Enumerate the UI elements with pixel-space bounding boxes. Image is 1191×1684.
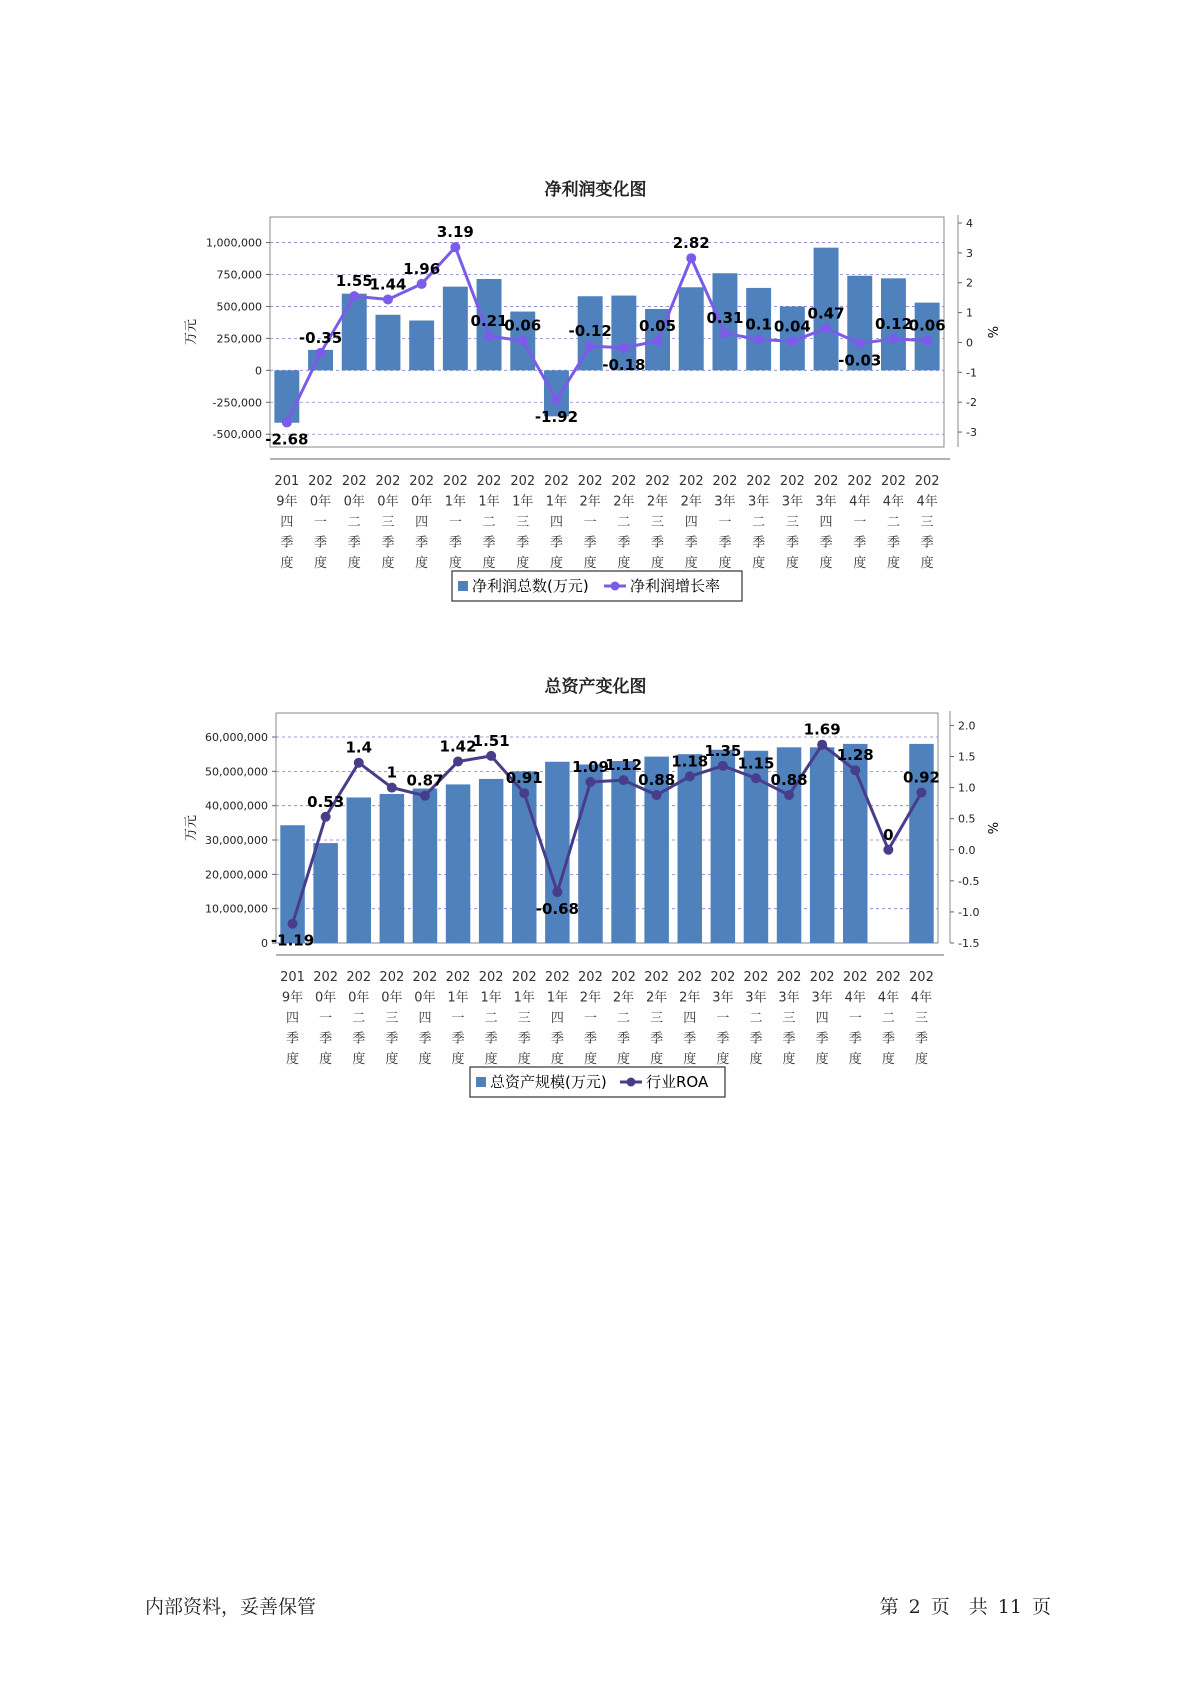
line-point xyxy=(585,341,595,351)
data-label: -2.68 xyxy=(265,430,309,449)
x-tick-label: 202 4年三季度 xyxy=(909,970,934,1067)
x-tick-label: 202 1年一季度 xyxy=(445,970,471,1067)
x-tick-label: 201 9年四季度 xyxy=(280,970,305,1067)
total-assets-chart xyxy=(0,695,1191,1125)
x-tick-label: 202 2年三季度 xyxy=(644,970,670,1067)
data-label: 0.12 xyxy=(874,314,912,333)
x-tick-label: 202 2年二季度 xyxy=(611,970,636,1067)
bar xyxy=(711,750,735,943)
line-point xyxy=(387,783,397,793)
y-tick-label: 50,000,000 xyxy=(205,765,268,779)
line-point xyxy=(754,334,764,344)
footer-page-number: 第 2 页 共 11 页 xyxy=(879,1596,1051,1618)
legend xyxy=(452,571,742,601)
y2-tick-label: 1.5 xyxy=(958,750,976,764)
bar xyxy=(679,287,704,370)
bar xyxy=(611,761,635,943)
y2-tick-label: 4 xyxy=(966,216,973,230)
x-tick-label: 202 2年三季度 xyxy=(645,474,670,571)
data-label: 1.15 xyxy=(737,754,775,773)
line-point xyxy=(751,773,761,783)
data-label: 1.55 xyxy=(335,272,373,291)
data-label: -1.19 xyxy=(270,931,315,950)
data-label: 1.44 xyxy=(369,275,407,294)
y2-tick-label: 0.0 xyxy=(958,843,976,857)
x-tick-label: 202 2年四季度 xyxy=(677,970,703,1067)
y-axis-title: 万元 xyxy=(184,318,199,346)
data-label: 0.53 xyxy=(307,792,345,811)
bar xyxy=(274,370,299,422)
line-point xyxy=(486,751,496,761)
y-tick-label: 40,000,000 xyxy=(205,799,268,813)
x-tick-label: 202 3年一季度 xyxy=(712,474,738,571)
data-label: 0.06 xyxy=(908,316,946,335)
x-tick-label: 202 3年三季度 xyxy=(779,474,805,571)
data-label: 1.42 xyxy=(439,737,477,756)
line-point xyxy=(349,291,359,301)
legend-label-line: 行业ROA xyxy=(646,1073,709,1091)
chart-1-title: 净利润变化图 xyxy=(544,180,647,200)
y-tick-label: 500,000 xyxy=(216,300,262,314)
y-tick-label: 20,000,000 xyxy=(205,868,268,882)
data-label: 0.21 xyxy=(470,312,508,331)
legend-swatch-marker xyxy=(627,1078,636,1087)
x-tick-label: 202 3年一季度 xyxy=(710,970,736,1067)
bar xyxy=(409,321,434,371)
bar xyxy=(413,789,437,943)
data-label: 0.92 xyxy=(902,768,940,787)
y-tick-label: 30,000,000 xyxy=(205,834,268,848)
legend-swatch-bars xyxy=(458,581,468,591)
data-label: 0.04 xyxy=(773,317,811,336)
y2-tick-label: -1.0 xyxy=(958,905,980,919)
legend xyxy=(470,1067,725,1097)
data-label: 1.12 xyxy=(605,756,643,775)
line-point xyxy=(519,788,529,798)
data-label: 0.88 xyxy=(770,771,808,790)
y-axis-title: 万元 xyxy=(184,814,199,842)
x-tick-label: 202 4年三季度 xyxy=(914,474,940,571)
x-tick-label: 202 4年一季度 xyxy=(842,970,868,1067)
x-tick-label: 202 1年一季度 xyxy=(442,474,468,571)
bar xyxy=(375,315,400,371)
net-profit-chart xyxy=(0,195,1191,625)
data-label: 0.47 xyxy=(807,304,845,323)
x-tick-label: 202 3年四季度 xyxy=(809,970,835,1067)
x-tick-label: 202 0年二季度 xyxy=(341,474,367,571)
data-label: 1.69 xyxy=(803,720,841,739)
y-tick-label: 0 xyxy=(261,937,268,950)
y2-tick-label: 1.0 xyxy=(958,781,976,795)
footer-confidential: 内部资料，妥善保管 xyxy=(145,1596,317,1618)
y2-tick-label: 2.0 xyxy=(958,719,976,733)
bar xyxy=(380,794,404,943)
data-label: 1.28 xyxy=(836,746,874,765)
x-tick-label: 202 4年二季度 xyxy=(881,474,906,571)
bar xyxy=(342,294,367,371)
data-label: 1.4 xyxy=(345,738,373,757)
data-label: -0.12 xyxy=(568,322,612,341)
data-label: 0.05 xyxy=(639,316,677,335)
line-point xyxy=(787,336,797,346)
legend-label-line: 净利润增长率 xyxy=(630,577,721,595)
line-point xyxy=(450,242,460,252)
data-label: 0.87 xyxy=(406,771,444,790)
x-tick-label: 202 0年一季度 xyxy=(308,474,333,571)
x-tick-label: 202 1年四季度 xyxy=(544,970,570,1067)
line-point xyxy=(354,758,364,768)
line-point xyxy=(288,919,298,929)
legend-swatch-marker xyxy=(611,582,620,591)
line-point xyxy=(417,279,427,289)
y-tick-label: -250,000 xyxy=(212,396,262,410)
y2-tick-label: 1 xyxy=(966,306,973,320)
y2-tick-label: 3 xyxy=(966,246,973,260)
x-tick-label: 202 1年三季度 xyxy=(510,474,536,571)
line-point xyxy=(383,294,393,304)
line-point xyxy=(653,336,663,346)
line-point xyxy=(585,777,595,787)
line-point xyxy=(817,740,827,750)
x-tick-label: 202 3年二季度 xyxy=(743,970,769,1067)
line-point xyxy=(821,323,831,333)
line-point xyxy=(784,790,794,800)
line-point xyxy=(888,334,898,344)
line-point xyxy=(551,395,561,405)
x-tick-label: 202 1年二季度 xyxy=(478,970,504,1067)
bar xyxy=(313,843,337,943)
data-label: 0.31 xyxy=(706,309,744,328)
bar xyxy=(443,287,468,371)
y-tick-label: 60,000,000 xyxy=(205,731,268,745)
data-label: 3.19 xyxy=(436,223,474,242)
data-label: 1.96 xyxy=(403,259,441,278)
line-point xyxy=(652,790,662,800)
line-point xyxy=(484,331,494,341)
legend-label-bars: 净利润总数(万元) xyxy=(472,577,589,595)
line-point xyxy=(922,336,932,346)
y-tick-label: 10,000,000 xyxy=(205,902,268,916)
data-label: 0.1 xyxy=(745,315,772,334)
x-tick-label: 202 4年一季度 xyxy=(847,474,873,571)
y2-tick-label: -1 xyxy=(966,366,977,380)
bar xyxy=(578,764,602,943)
x-tick-label: 202 4年二季度 xyxy=(875,970,901,1067)
y-tick-label: 250,000 xyxy=(216,332,262,346)
x-tick-label: 202 0年四季度 xyxy=(409,474,435,571)
data-label: -0.35 xyxy=(298,328,343,347)
line-point xyxy=(686,253,696,263)
y2-tick-label: -3 xyxy=(966,426,977,440)
data-label: 1 xyxy=(386,763,398,782)
line-point xyxy=(282,418,292,428)
x-tick-label: 202 2年二季度 xyxy=(611,474,637,571)
x-tick-label: 202 0年一季度 xyxy=(313,970,339,1067)
x-tick-label: 202 3年三季度 xyxy=(776,970,802,1067)
x-tick-label: 202 1年二季度 xyxy=(476,474,502,571)
x-tick-label: 201 9年四季度 xyxy=(274,474,300,571)
data-label: 1.18 xyxy=(671,752,709,771)
y-tick-label: 1,000,000 xyxy=(206,236,262,250)
data-label: -1.92 xyxy=(534,407,579,426)
line-point xyxy=(518,336,528,346)
line-point xyxy=(720,328,730,338)
data-label: 0.91 xyxy=(505,769,543,788)
data-label: 1.51 xyxy=(472,731,510,750)
line-point xyxy=(718,761,728,771)
line-point xyxy=(321,812,331,822)
line-point xyxy=(619,775,629,785)
data-label: 0.88 xyxy=(638,771,676,790)
y2-axis-title: % xyxy=(987,821,1002,835)
data-label: 0 xyxy=(883,825,894,844)
x-tick-label: 202 2年一季度 xyxy=(578,970,603,1067)
line-point xyxy=(552,887,562,897)
data-label: 1.35 xyxy=(704,741,742,760)
bar xyxy=(479,779,503,943)
x-tick-label: 202 0年四季度 xyxy=(412,970,438,1067)
line-point xyxy=(619,343,629,353)
y2-tick-label: 2 xyxy=(966,276,973,290)
y-tick-label: 0 xyxy=(255,364,262,378)
line-point xyxy=(855,338,865,348)
y-tick-label: -500,000 xyxy=(212,428,262,442)
y2-tick-label: -2 xyxy=(966,396,977,410)
x-tick-label: 202 0年三季度 xyxy=(379,970,405,1067)
x-tick-label: 202 1年四季度 xyxy=(544,474,569,571)
y2-axis-title: % xyxy=(987,325,1002,339)
bar xyxy=(347,797,371,943)
y-tick-label: 750,000 xyxy=(216,268,262,282)
y2-tick-label: 0.5 xyxy=(958,812,976,826)
bar xyxy=(810,747,834,943)
line-point xyxy=(883,845,893,855)
x-tick-label: 202 3年二季度 xyxy=(746,474,772,571)
line-point xyxy=(453,756,463,766)
line-point xyxy=(916,788,926,798)
y2-tick-label: -0.5 xyxy=(958,874,980,888)
bar xyxy=(446,784,470,943)
y2-tick-label: 0 xyxy=(966,336,973,350)
data-label: 1.09 xyxy=(571,758,609,776)
legend-swatch-bars xyxy=(476,1077,486,1087)
x-tick-label: 202 1年三季度 xyxy=(511,970,537,1067)
x-tick-label: 202 2年一季度 xyxy=(577,474,603,571)
y2-tick-label: -1.5 xyxy=(958,937,980,950)
x-tick-label: 202 0年三季度 xyxy=(375,474,401,571)
data-label: 2.82 xyxy=(672,234,710,253)
x-tick-label: 202 3年四季度 xyxy=(813,474,839,571)
data-label: 0.06 xyxy=(504,316,542,335)
data-label: -0.68 xyxy=(535,900,579,919)
chart-2-title: 总资产变化图 xyxy=(544,677,647,697)
line-point xyxy=(685,771,695,781)
line-point xyxy=(316,348,326,358)
data-label: -0.03 xyxy=(838,351,882,370)
data-label: -0.18 xyxy=(602,355,646,374)
x-tick-label: 202 0年二季度 xyxy=(346,970,372,1067)
x-tick-label: 202 2年四季度 xyxy=(678,474,704,571)
line-point xyxy=(850,765,860,775)
legend-label-bars: 总资产规模(万元) xyxy=(490,1073,607,1091)
line-point xyxy=(420,791,430,801)
